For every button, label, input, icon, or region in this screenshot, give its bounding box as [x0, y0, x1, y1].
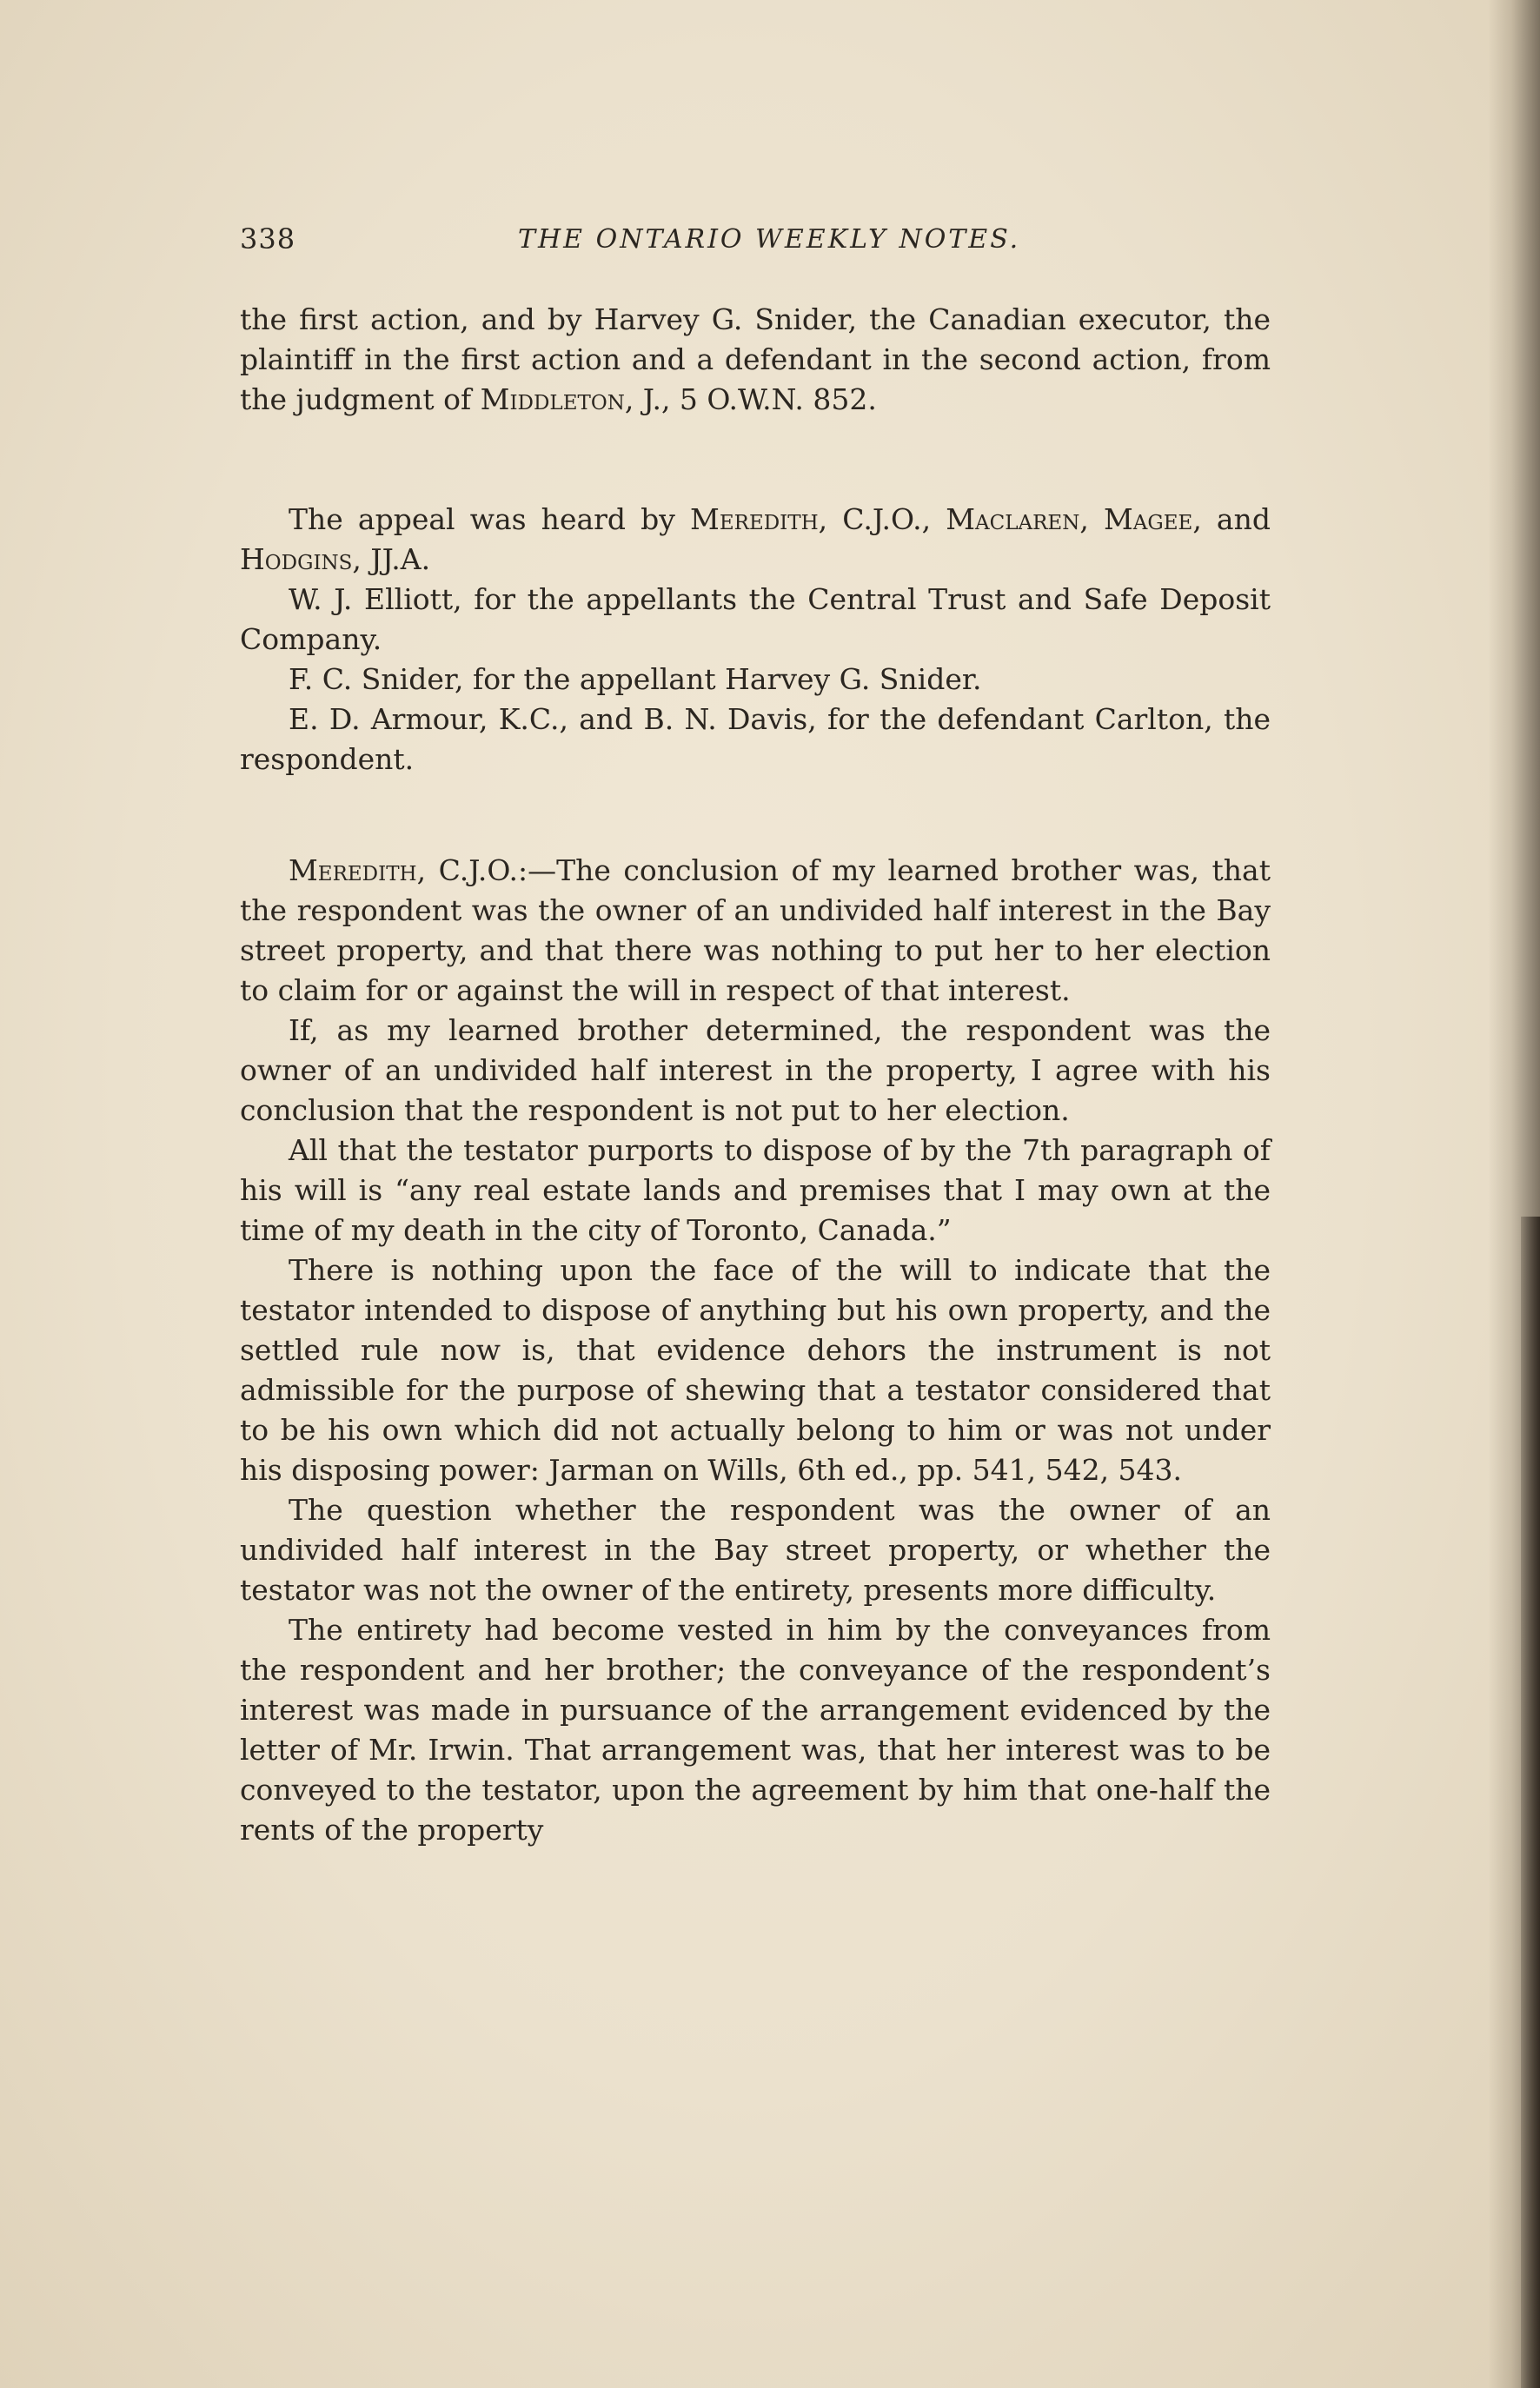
running-title: THE ONTARIO WEEKLY NOTES. — [518, 224, 1021, 255]
paragraph: The question whether the respondent was the owner of an undivided half interest in the Bay street property, or whether the testator was not the owner of the entirety, presents more difficulty. — [240, 1493, 1271, 1607]
text-run: , J., 5 O.W.N. 852. — [624, 382, 877, 416]
text-run: , C.J.O., — [818, 502, 946, 536]
judge-name: Hodgins — [240, 542, 353, 576]
counsel-line: E. D. Armour, K.C., and B. N. Davis, for the defendant Carlton, the respondent. — [240, 702, 1271, 776]
paragraph: There is nothing upon the face of the will to indicate that the testator intended to dispose of anything but his own property, and the settled rule now is, that evidence dehors the instrument is not admissible for the purpose of shewing that a testator considered that to be his own which did not actually belong to him or was not under his disposing power: Jarman on Wills, 6th ed., pp. 541, 542, 543. — [240, 1253, 1271, 1487]
page-header — [240, 222, 1265, 257]
text-run: , C.J.O.:—The conclusion of my learned brother was, that the respondent was the owner of an undivided half interest in the Bay street property, and that there was nothing to put her to her election to claim for or against the will in respect of that interest. — [240, 853, 1271, 1007]
text-run: , and — [1192, 502, 1271, 536]
judge-name: Meredith — [289, 853, 417, 887]
paragraph-continuation — [240, 300, 1271, 420]
text-run: , JJ.A. — [352, 542, 431, 576]
judge-name: Magee — [1103, 502, 1193, 536]
paragraph-bench — [240, 500, 1271, 580]
paragraph: If, as my learned brother determined, the respondent was the owner of an undivided half interest in the property, I agree with his conclusion that the respondent is not put to her election. — [240, 1013, 1271, 1127]
section-gap — [240, 420, 1271, 500]
counsel-line: F. C. Snider, for the appellant Harvey G. Snider. — [289, 662, 982, 696]
counsel-line: W. J. Elliott, for the appellants the Central Trust and Safe Deposit Company. — [240, 582, 1271, 656]
text-run: the first action, and by Harvey G. Snider, the Canadian executor, the plaintiff in the first action and a defendant in the second action, from the judgment of — [240, 302, 1271, 416]
page-number: 338 — [240, 222, 296, 255]
judge-name: Maclaren — [946, 502, 1080, 536]
text-run: , — [1079, 502, 1104, 536]
body-text — [240, 300, 1271, 1850]
paragraph: The entirety had become vested in him by the conveyances from the respondent and her brother; the conveyance of the respondent’s interest was made in pursuance of the arrangement evidenced by the letter of Mr. Irwin. That arrangement was, that her interest was to be conveyed to the testator, upon the agreement by him that one-half the rents of the property — [240, 1613, 1271, 1847]
page-edge-dark — [1521, 1217, 1540, 2388]
text-run: The appeal was heard by — [289, 502, 691, 536]
paragraph: All that the testator purports to dispose of by the 7th paragraph of his will is “any real estate lands and premises that I may own at the time of my death in the city of Toronto, Canada.” — [240, 1133, 1271, 1247]
judge-name: Meredith — [690, 502, 819, 536]
paragraph-judgment-opening — [240, 851, 1271, 1011]
judge-name: Middleton — [480, 382, 625, 416]
section-gap — [240, 779, 1271, 851]
